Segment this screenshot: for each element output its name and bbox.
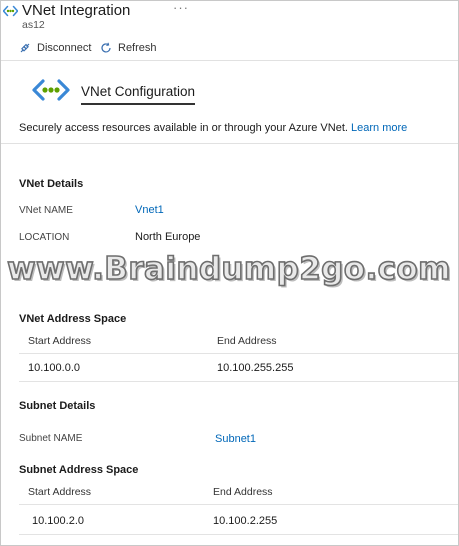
disconnect-button[interactable] xyxy=(19,39,91,57)
subnet-address-space-heading: Subnet Address Space xyxy=(19,464,139,476)
page-title: VNet Integration xyxy=(22,2,131,19)
blade-header xyxy=(1,1,458,35)
subnet-end-address-header: End Address xyxy=(213,486,273,498)
vnet-end-address-cell: 10.100.255.255 xyxy=(217,362,294,374)
subnet-start-address-cell: 10.100.2.0 xyxy=(32,515,84,527)
subnet-end-address-cell: 10.100.2.255 xyxy=(213,515,278,527)
vnet-icon xyxy=(3,5,18,17)
location-value: North Europe xyxy=(135,231,201,243)
subnet-details-heading: Subnet Details xyxy=(19,400,96,412)
learn-more-link[interactable]: Learn more xyxy=(351,122,408,134)
toolbar-divider xyxy=(1,60,458,61)
disconnect-icon xyxy=(19,42,31,54)
configuration-description xyxy=(19,122,407,134)
refresh-button[interactable] xyxy=(100,39,157,57)
description-divider xyxy=(1,143,458,144)
disconnect-label: Disconnect xyxy=(37,42,92,54)
vnet-table-header-divider xyxy=(19,353,458,354)
vnet-configuration-icon xyxy=(32,79,70,101)
subnet-table-header-divider xyxy=(19,504,458,505)
refresh-label: Refresh xyxy=(118,42,157,54)
vnet-name-link[interactable]: Vnet1 xyxy=(135,204,164,216)
vnet-end-address-header: End Address xyxy=(217,335,277,347)
vnet-start-address-header: Start Address xyxy=(28,335,92,347)
description-text: Securely access resources available in or through your Azure VNet. xyxy=(19,122,348,134)
vnet-details-heading: VNet Details xyxy=(19,178,84,190)
vnet-start-address-cell: 10.100.0.0 xyxy=(28,362,80,374)
vnet-name-label: VNet NAME xyxy=(19,205,73,216)
command-bar xyxy=(1,37,458,59)
page-subtitle: as12 xyxy=(22,19,45,31)
subnet-name-link[interactable]: Subnet1 xyxy=(215,433,256,445)
refresh-icon xyxy=(100,42,112,54)
vnet-table-row-divider xyxy=(19,381,458,382)
vnet-configuration-title: VNet Configuration xyxy=(81,84,195,105)
subnet-start-address-header: Start Address xyxy=(28,486,92,498)
watermark-text: www.Braindump2go.com xyxy=(7,251,451,287)
vnet-address-space-heading: VNet Address Space xyxy=(19,313,127,325)
more-options-icon[interactable]: ··· xyxy=(173,0,189,15)
subnet-name-label: Subnet NAME xyxy=(19,433,83,444)
location-label: LOCATION xyxy=(19,232,70,243)
subnet-table-row-divider xyxy=(19,534,458,535)
